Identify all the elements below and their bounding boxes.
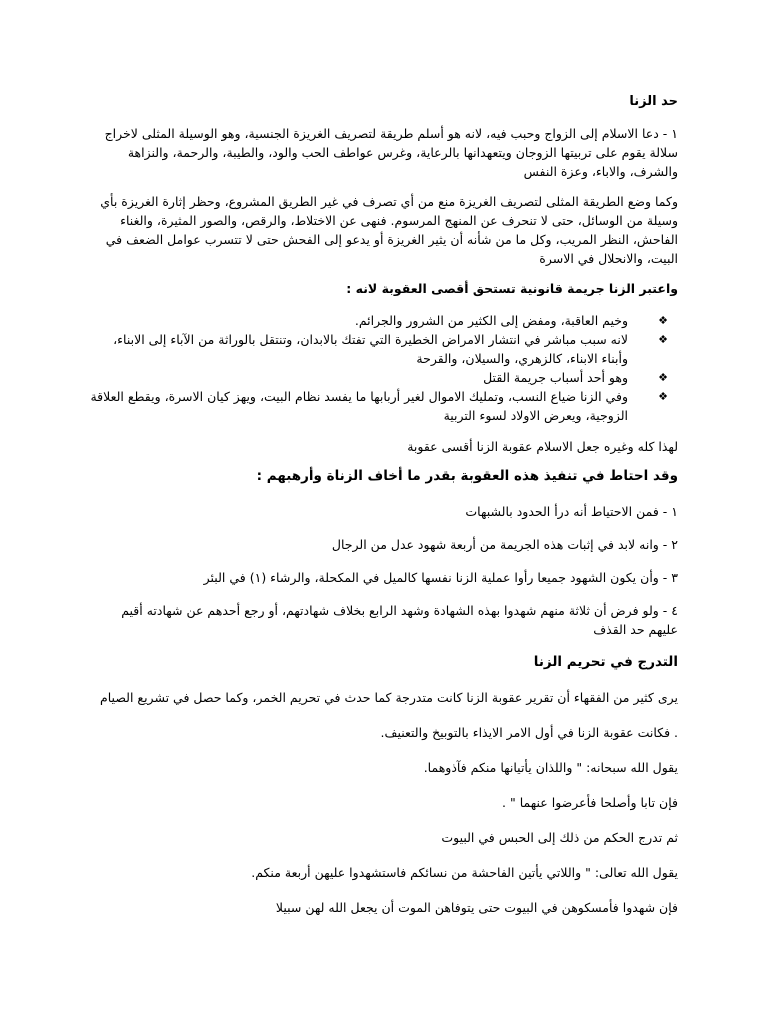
paragraph-verse-2: يقول الله تعالى: " واللاتي يأتين الفاحشة من نسائكم فاستشهدوا عليهن أربعة منكم. xyxy=(251,865,678,880)
paragraph-verse-1-cont: فإن تابا وأصلحا فأعرضوا عنهما " . xyxy=(502,795,678,810)
list-item-text: وفي الزنا ضياع النسب، وتمليك الاموال لغير أربابها ما يفسد نظام البيت، ويهز كيان الاسرة، ويقطع العلاقة الزوجية، ويعرض الاولاد لسوء التربية xyxy=(90,389,628,423)
diamond-bullet-icon: ❖ xyxy=(658,371,668,384)
paragraph-confinement: ثم تدرج الحكم من ذلك إلى الحبس في البيوت xyxy=(441,830,678,845)
reasons-list xyxy=(90,311,678,425)
paragraph-prohibition: وكما وضع الطريقة المثلى لتصريف الغريزة منع من أي تصرف في غير الطريق المشروع، وحظر إثارة الغريزة بأي وسيلة من الوسائل، حتى لا تنحرف عن المنهج المرسوم. فنهى عن الاختلاط، والرقص، والصور المثيرة، والغناء الفاحش، النظر المريب، وكل ما من شأنه أن يثير الغريزة أو يدعو إلى الفحش حتى لا تتسرب عوامل الضعف في البيت، والانحلال في الاسرة xyxy=(100,194,678,266)
heading-legal-crime: واعتبر الزنا جريمة قانونية تستحق أقصى العقوبة لانه : xyxy=(346,281,678,296)
paragraph-gradual: يرى كثير من الفقهاء أن تقرير عقوبة الزنا كانت متدرجة كما حدث في تحريم الخمر، وكما حصل في تشريع الصيام xyxy=(100,690,678,705)
paragraph-verse-1: يقول الله سبحانه: " واللذان يأتيانها منكم فآذوهما. xyxy=(423,760,678,775)
paragraph-conclusion: لهذا كله وغيره جعل الاسلام عقوبة الزنا أقسى عقوبة xyxy=(407,439,678,454)
numbered-item: ٢ - وانه لابد في إثبات هذه الجريمة من أربعة شهود عدل من الرجال xyxy=(331,537,678,552)
paragraph-first-punishment: . فكانت عقوبة الزنا في أول الامر الايذاء بالتوبيخ والتعنيف. xyxy=(380,725,678,740)
diamond-bullet-icon: ❖ xyxy=(658,314,668,327)
document-title: حد الزنا xyxy=(629,94,678,109)
heading-gradual-prohibition: التدرج في تحريم الزنا xyxy=(533,654,678,670)
list-item xyxy=(90,368,668,387)
numbered-item: ١ - فمن الاحتياط أنه درأ الحدود بالشبهات xyxy=(465,504,678,519)
diamond-bullet-icon: ❖ xyxy=(658,333,668,346)
paragraph-verse-2-cont: فإن شهدوا فأمسكوهن في البيوت حتى يتوفاهن الموت أن يجعل الله لهن سبيلا xyxy=(275,900,678,915)
list-item xyxy=(90,387,668,425)
diamond-bullet-icon: ❖ xyxy=(658,390,668,403)
numbered-item: ٣ - وأن يكون الشهود جميعا رأوا عملية الزنا نفسها كالميل في المكحلة، والرشاء (١) في البئر xyxy=(203,570,678,585)
list-item xyxy=(90,311,668,330)
numbered-item: ٤ - ولو فرض أن ثلاثة منهم شهدوا بهذه الشهادة وشهد الرابع بخلاف شهادتهم، أو رجع أحدهم عن شهادته أقيم عليهم حد القذف xyxy=(121,603,678,637)
paragraph-intro: ١ - دعا الاسلام إلى الزواج وحبب فيه، لانه هو أسلم طريقة لتصريف الغريزة الجنسية، وهو الوسيلة المثلى لاخراج سلالة يقوم على تربيتها الزوجان ويتعهدانها بالرعاية، وغرس عواطف الحب والود، والطيبة، والرحمة، والنزاهة والشرف، والاباء، وعزة النفس xyxy=(104,126,678,179)
list-item-text: لانه سبب مباشر في انتشار الامراض الخطيرة التي تفتك بالابدان، وتنتقل بالوراثة من الآباء إلى الابناء، وأبناء الابناء، كالزهري، والسيلان، والقرحة xyxy=(113,332,628,366)
heading-precaution: وقد احتاط في تنفيذ هذه العقوبة بقدر ما أخاف الزناة وأرهبهم : xyxy=(256,468,678,484)
list-item-text: وهو أحد أسباب جريمة القتل xyxy=(483,370,628,385)
list-item-text: وخيم العاقبة، ومفض إلى الكثير من الشرور والجرائم. xyxy=(354,313,628,328)
list-item xyxy=(90,330,668,368)
